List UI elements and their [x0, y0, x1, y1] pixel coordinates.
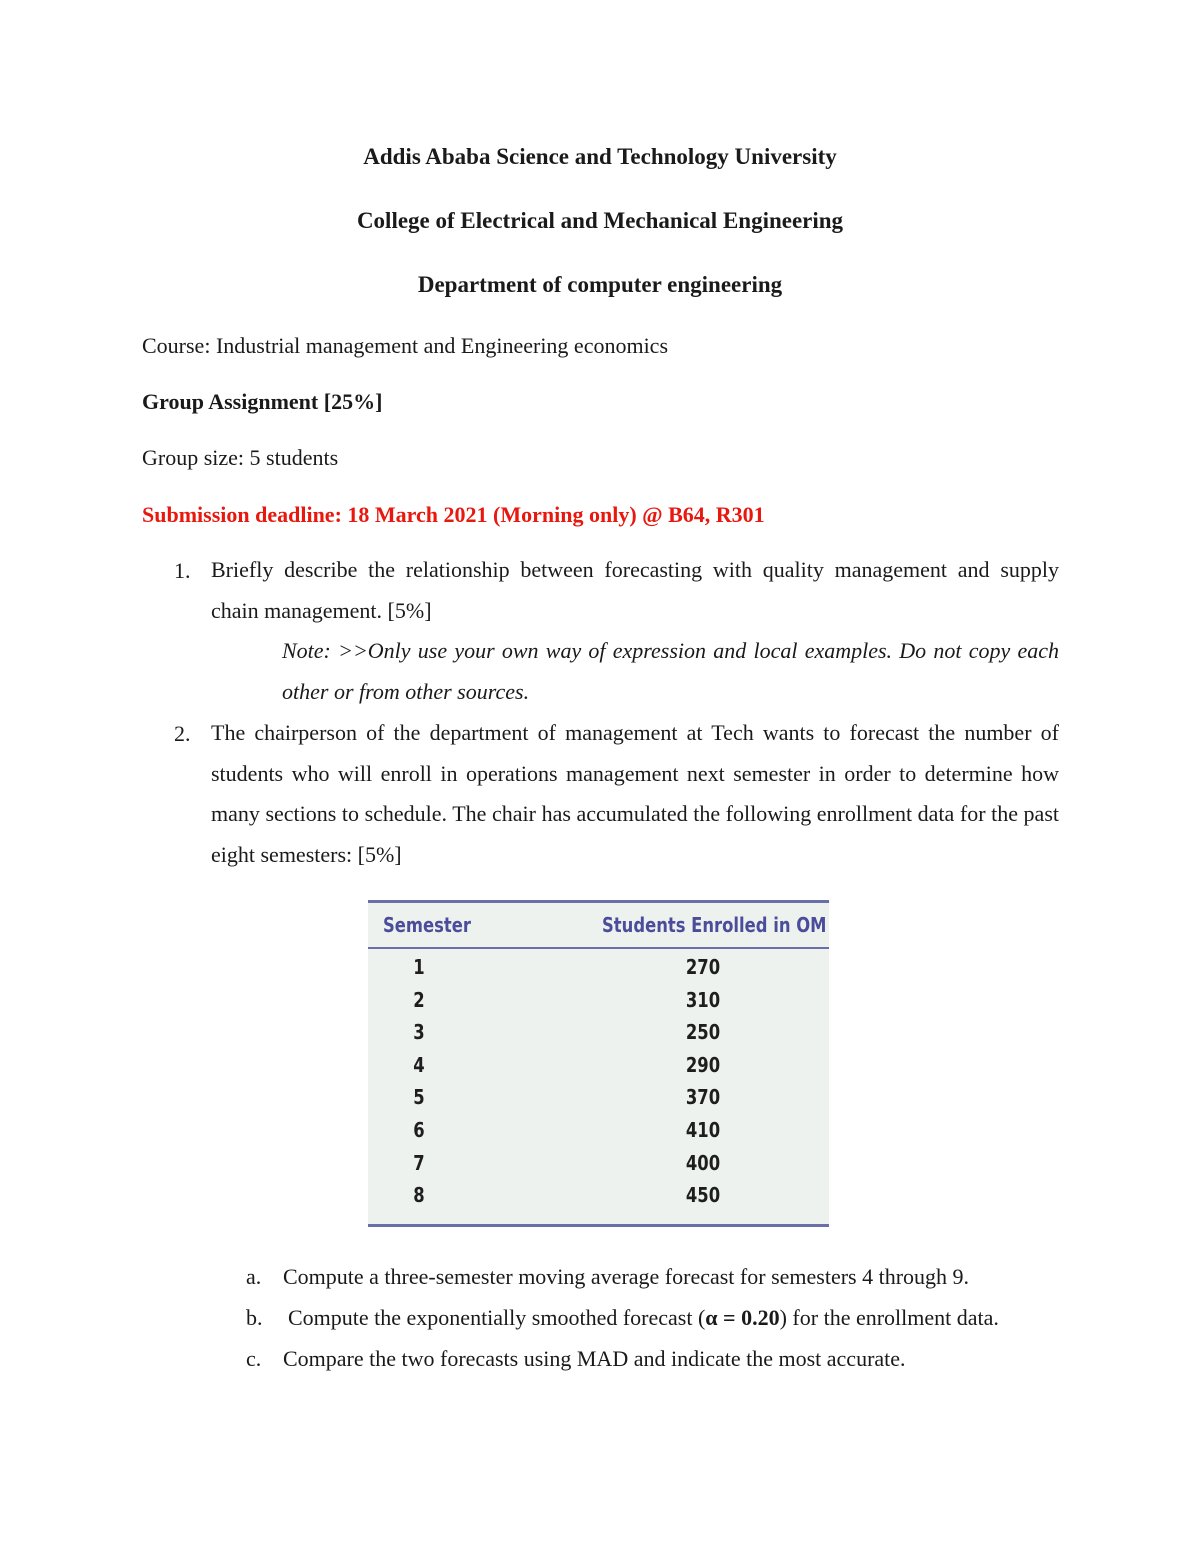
table-header-row: [368, 903, 829, 949]
table-row: [368, 1018, 829, 1051]
cell-semester: 5: [413, 1085, 425, 1110]
department-title: Department of computer engineering: [417, 272, 783, 297]
cell-enrolled: 450: [685, 1183, 721, 1208]
question-1-note: Note: >>Only use your own way of expression and local examples. Do not copy each other or from other sources.: [282, 638, 1059, 704]
table-row: [368, 1083, 829, 1116]
sub-question-c-text: Compare the two forecasts using MAD and indicate the most accurate.: [283, 1346, 906, 1371]
header-semester: Semester: [383, 913, 471, 937]
cell-enrolled: 250: [685, 1020, 721, 1045]
table-row: [368, 1051, 829, 1084]
sub-question-b-letter: b.: [246, 1305, 263, 1330]
sub-question-c-letter: c.: [246, 1346, 262, 1371]
group-size: Group size: 5 students: [142, 445, 339, 470]
cell-enrolled: 410: [685, 1117, 721, 1142]
sub-question-b-text: [288, 1305, 999, 1331]
cell-semester: 7: [413, 1150, 425, 1175]
cell-enrolled: 400: [685, 1150, 721, 1175]
college-title: College of Electrical and Mechanical Engineering: [356, 208, 844, 233]
question-2-text: The chairperson of the department of management at Tech wants to forecast the number of students who will enroll in operations management next semester in order to determine how many sections to schedule. The chair has accumulated the following enrollment data for the past eight semesters: [5%]: [211, 720, 1059, 867]
table-body: [368, 953, 829, 1214]
header-students-enrolled: Students Enrolled in OM: [602, 913, 827, 937]
sub-question-b-pre: Compute the exponentially smoothed forecast (: [288, 1305, 706, 1330]
table-row: [368, 1116, 829, 1149]
cell-enrolled: 270: [685, 955, 721, 979]
cell-enrolled: 290: [685, 1052, 721, 1077]
cell-semester: 1: [413, 955, 425, 979]
table-row: [368, 986, 829, 1019]
sub-question-a-letter: a.: [246, 1264, 262, 1289]
university-title: Addis Ababa Science and Technology University: [363, 144, 837, 169]
cell-semester: 4: [413, 1052, 425, 1077]
table-row: [368, 1181, 829, 1214]
assignment-title: Group Assignment [25%]: [142, 389, 383, 414]
cell-semester: 2: [413, 987, 425, 1012]
course-line: Course: Industrial management and Engineering economics: [142, 333, 669, 358]
cell-enrolled: 370: [685, 1085, 721, 1110]
cell-semester: 8: [413, 1183, 425, 1208]
enrollment-table: [368, 900, 829, 1227]
question-2-number: 2.: [174, 721, 191, 746]
question-1-text: Briefly describe the relationship between forecasting with quality management and supply chain management. [5%]: [211, 557, 1059, 623]
question-1-number: 1.: [174, 558, 191, 583]
alpha-value: α = 0.20: [705, 1305, 780, 1330]
submission-deadline: Submission deadline: 18 March 2021 (Morning only) @ B64, R301: [142, 502, 765, 527]
cell-enrolled: 310: [685, 987, 721, 1012]
sub-question-a-text: Compute a three-semester moving average forecast for semesters 4 through 9.: [283, 1264, 970, 1289]
table-row: [368, 953, 829, 986]
cell-semester: 6: [413, 1117, 425, 1142]
sub-question-b-post: ) for the enrollment data.: [779, 1305, 999, 1330]
cell-semester: 3: [413, 1020, 425, 1045]
table-row: [368, 1149, 829, 1182]
